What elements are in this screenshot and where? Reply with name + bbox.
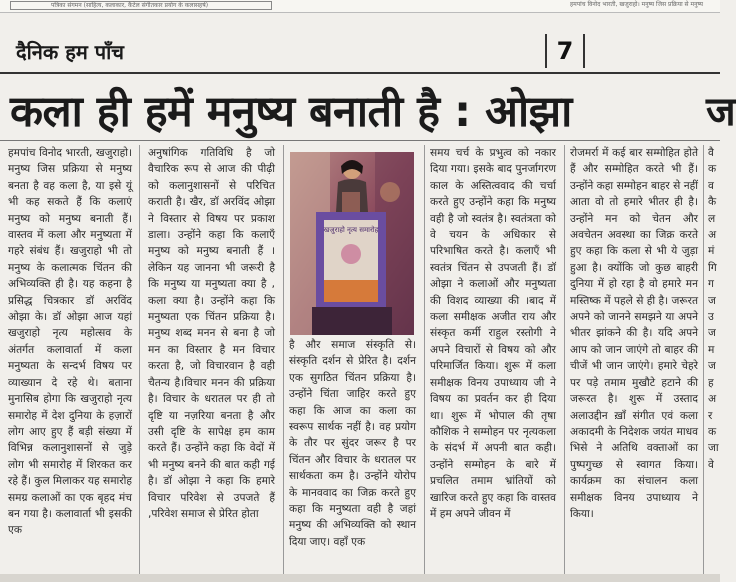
column-divider bbox=[139, 145, 140, 575]
top-strip-left-text: पत्रिका संगमन (साहित्य, कलाकार, कैटेल संगीतकार प्रयोग के कलासहर्ष) bbox=[10, 1, 272, 10]
column-5-text: रोजमर्रा में कई बार सम्मोहित होते हैं और सम्मोहित करते भी हैं। उन्होंने कहा सम्मोहन बाहर से नहीं आता वो तो हमारे भीतर ही है। उन्होंने मन को चेतन और अवचेतन अवस्था का जिक्र करते हुए कहा कि कला से भी ये जुड़ा हुआ है। क्योंकि जो कुछ बाहरी दुनिया में हो रहा है वो हमारे मन मस्तिष्क में पहले से ही है। जरूरत अपने को जानने समझने या अपने भीतर झांकने की है। यदि अपने आप को जान जाएंगे तो बाहर की चीजें भी जान जाएंगे। हमारे चेहरे पर पड़े तमाम मुखौटे हटाने की जरूरत है। शुरू में उस्ताद अलाउद्दीन ख़ाँ संगीत एवं कला अकादमी के निदेशक जयंत माधव भिसे ने अतिथि वक्ताओं का पुष्पगुच्छ से स्वागत किया।कार्यक्रम का संचालन कला समीक्षक विनय उपाध्याय ने किया। bbox=[570, 147, 698, 520]
column-3-text: है और समाज संस्कृति से। संस्कृति दर्शन से प्रेरित है। दर्शन एक सुगठित चिंतन प्रक्रिया है। उन्होंने चिंता जाहिर करते हुए कहा कि आज का कला का स्वरूप सार्थक नहीं है। वह प्रयोग के तौर पर सुंदर जरूर है पर चिंतन और विचार के धरातल पर सार्थकता कम है। उन्होंने योरोप के मानववाद का जिक्र करते हुए कहा कि मनुष्यता वही है जहां मनुष्य की अभिव्यक्ति को स्थान दिया जाए। वहाँ एक bbox=[289, 339, 416, 548]
top-strip-right-text: हमपांच विनोद भारती, खजुराहो। मनुष्य जिस प्रक्रिया से मनुष्य bbox=[570, 1, 704, 8]
column-1-text: हमपांच विनोद भारती, खजुराहो। मनुष्य जिस प्रक्रिया से मनुष्य बनता है वह कला है, या इसे यूं भी कह सकते हैं कि कलाएं मनुष्य को मनुष्य बनाती हैं।वास्तव में कला और मनुष्यता में गहरे संबंध हैं। खजुराहो भी तो मनुष्य के कलात्मक चिंतन की अभिव्यक्ति ही है। यह कहना है प्रसिद्ध चित्रकार डॉ अरविंद ओझा के। डॉ ओझा आज यहां खजुराहो नृत्य महोत्सव के अंतर्गत कलावार्ता में कला मनुष्यता के सन्दर्भ विषय पर व्याख्यान दे रहे थे। बताना मुनासिब होगा कि खजुराहो नृत्य समारोह में देश दुनिया के हज़ारों लोग आए हुए हैं बड़ी संख्या में विभिन्न कलानुशासनों से जुड़े लोग भी समारोह में शिरकत कर रहे हैं। कुल मिलाकर यह समारोह समग्र कलाओं का एक बृहद मंच बन गया है। कलावार्ता भी इसकी एक bbox=[8, 147, 132, 537]
column-divider bbox=[283, 145, 284, 575]
article-column-3 bbox=[289, 337, 416, 573]
column-4-text: समय चर्च के प्रभुत्व को नकार दिया गया। इसके बाद पुनर्जागरण काल के अस्तित्ववाद की चर्चा करते हुए उन्होंने कहा कि मनुष्य वही है जो स्वतंत्र है। स्वतंत्रता को वे चयन के अधिकार से परिभाषित करते है। कलाएँ भी स्वतंत्र चिंतन से उपजती हैं। डॉ ओझा ने कलाओं और मनुष्यता की विशद व्याख्या की ।बाद में कला समीक्षक अजीत राय और संस्कृत कर्मी राहुल रस्तोगी ने अपने विचारों से विषय को और परिमार्जित किया। शुरू में कला समीक्षक विनय उपाध्याय जी ने विषय का प्रवर्तन कर ही दिया था। शुरू में भोपाल की तृषा कौशिक ने सम्मोहन पर नृत्यकला के संदर्भ में अपनी बात कही। उन्होंने सम्मोहन के बारे में प्रचलित तमाम भ्रांतियों को खारिज करते हुए कहा कि वास्तव में हम अपने जीवन में bbox=[430, 147, 556, 520]
speaker-photo bbox=[290, 152, 414, 335]
newspaper-name: दैनिक हम पाँच bbox=[16, 40, 125, 64]
column-divider bbox=[424, 145, 425, 575]
podium-banner-text: खजुराहो नृत्य समारोह bbox=[323, 226, 379, 234]
article-headline: कला ही हमें मनुष्य बनाती है : ओझा bbox=[10, 87, 572, 137]
article-column-4 bbox=[430, 145, 556, 571]
page-number: 7 bbox=[545, 34, 585, 68]
article-column-5 bbox=[570, 145, 698, 571]
speaker-photo-image bbox=[290, 152, 414, 335]
adjacent-article-edge bbox=[708, 145, 720, 571]
article-column-1 bbox=[8, 145, 132, 571]
top-strip bbox=[0, 0, 720, 13]
next-headline-fragment: ज bbox=[706, 89, 736, 135]
headline-rule bbox=[0, 140, 720, 141]
column-divider bbox=[703, 145, 704, 575]
page-header bbox=[0, 30, 720, 74]
column-6-edge-text: वै क व कै ल अ मं गि ग ज उ ज म ज ह अ र क जा वे bbox=[708, 147, 719, 471]
bottom-edge bbox=[0, 574, 720, 582]
column-divider bbox=[564, 145, 565, 575]
article-column-2 bbox=[148, 145, 275, 571]
column-2-text: अनुषांगिक गतिविधि है जो वैचारिक रूप से आज की पीढ़ी को कलानुशासनों से परिचित कराती है। खैर, डॉ अरविंद ओझा ने विस्तार से विषय पर प्रकाश डाला। उन्होंने कहा कि कलाएँ मनुष्य को मनुष्य बनाती हैं । लेकिन यह जानना भी जरूरी है कि मनुष्य या मनुष्यता क्या है , कला क्या है। उन्होंने कहा कि मनुष्यता एक चिंतन प्रक्रिया है। मनुष्य शब्द मनन से बना है जो मन का विस्तार है मन विचार करता है, जो विचारवान है वही चैतन्य है।विचार मनन की प्रक्रिया है। विचार के धरातल पर ही तो दृष्टि या नज़रिया बनता है और उसी दृष्टि के सापेक्ष हम काम करते हैं। उन्होंने कहा कि वेदों में भी मनुष्य बनने की बात कही गई है। डॉ ओझा ने कहा कि हमारे विचार परिवेश से उपजते हैं ,परिवेश समाज से प्रेरित होता bbox=[148, 147, 275, 520]
